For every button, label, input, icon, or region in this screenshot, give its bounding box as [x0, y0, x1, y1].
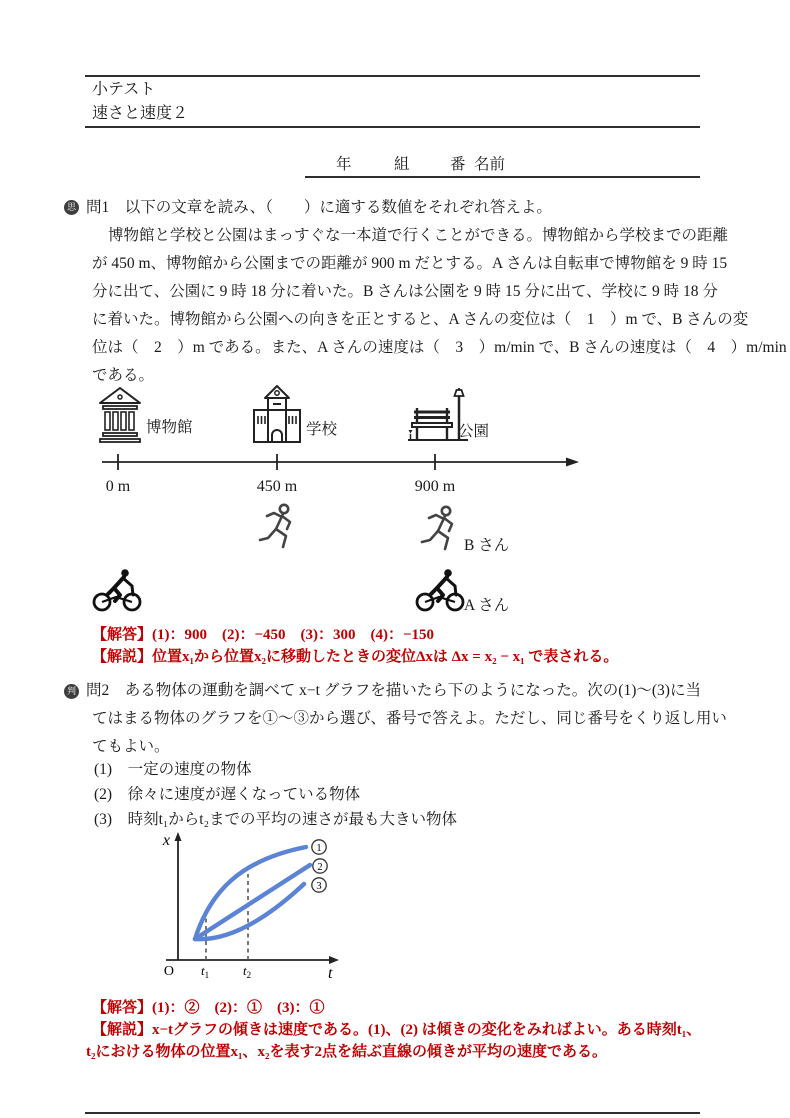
- q2-answer-text: 【解答】(1)：② (2)：① (3)：①: [92, 1000, 325, 1016]
- header-rule-top: [85, 75, 700, 77]
- class-label: 組: [394, 156, 410, 173]
- q1-competency-badge-icon: 思: [64, 200, 79, 215]
- year-label: 年: [336, 156, 352, 173]
- q1-answer-text: 【解答】(1)：900 (2)：−450 (3)：300 (4)：−150: [92, 627, 435, 643]
- number-label: 番: [450, 156, 466, 173]
- name-label: 名前: [474, 156, 506, 173]
- q1-body-line: 博物館と学校と公園はまっすぐな一本道で行くことができる。博物館から学校までの距離: [108, 227, 729, 244]
- svg-text:1: 1: [316, 842, 322, 854]
- graph-t1-label: $t_1$: [201, 963, 210, 980]
- footer-rule: [85, 1112, 700, 1114]
- q1-body-line: 分に出て、公園に 9 時 18 分に着いた。B さんは公園を 9 時 15 分に出て、学校に 9 時 18 分: [92, 283, 718, 300]
- person-b-label: B さん: [464, 537, 510, 554]
- cyclist-icon: [92, 568, 142, 612]
- q2-heading-line: 問2 ある物体の運動を調べて x−t グラフを描いたら下のようになった。次の(1)〜(3)に当: [86, 682, 701, 699]
- q1-body-line: である。: [92, 367, 155, 384]
- q2-item: (2) 徐々に速度が遅くなっている物体: [94, 786, 361, 803]
- distance-label-450m: 450 m: [256, 478, 298, 495]
- svg-text:3: 3: [316, 880, 322, 892]
- school-label: 学校: [306, 421, 338, 438]
- q2-item: (3) 時刻t₁からt₂までの平均の速さが最も大きい物体: [94, 811, 457, 828]
- q1-heading: 問1 以下の文章を読み、（ ）に適する数値をそれぞれ答えよ。: [86, 199, 552, 216]
- graph-t2-label: $t_2$: [243, 963, 252, 980]
- q2-competency-badge-icon: 判: [64, 684, 79, 699]
- runner-icon: [420, 505, 460, 553]
- runner-icon: [258, 503, 298, 551]
- graph-origin-label: O: [163, 964, 174, 979]
- q2-item: (1) 一定の速度の物体: [94, 761, 252, 778]
- graph-t-axis-label: t: [328, 965, 333, 982]
- q1-body-line: に着いた。博物館から公園への向きを正とすると、A さんの変位は（ 1 ）m で、B さんの変: [92, 311, 749, 328]
- curve-1-badge-icon: [312, 840, 326, 854]
- cyclist-icon: [415, 568, 465, 612]
- school-icon: [252, 384, 302, 444]
- test-topic-title: 速さと速度２: [92, 105, 189, 122]
- q1-body-line: が 450 m、博物館から公園までの距離が 900 m だとする。A さんは自転車で博物館を 9 時 15: [92, 255, 728, 272]
- header-rule-bottom: [85, 126, 700, 128]
- curve-2-badge-icon: [313, 859, 327, 873]
- q2-heading-line: てもよい。: [92, 738, 170, 755]
- curve-3-badge-icon: [312, 878, 326, 892]
- museum-label: 博物館: [146, 419, 193, 436]
- xt-graph: [138, 828, 373, 990]
- number-line-axis: [100, 450, 582, 474]
- q2-heading-line: てはまる物体のグラフを①〜③から選び、番号で答えよ。ただし、同じ番号をくり返し用い: [92, 710, 727, 727]
- distance-label-0m: 0 m: [105, 478, 131, 495]
- q2-explanation-line: t₂における物体の位置x₁、x₂を表す2点を結ぶ直線の傾きが平均の速度である。: [86, 1044, 607, 1060]
- name-field-line: [305, 176, 700, 178]
- svg-text:2: 2: [317, 861, 323, 873]
- test-type-title: 小テスト: [92, 81, 156, 98]
- distance-label-900m: 900 m: [414, 478, 456, 495]
- park-label: 公園: [458, 423, 490, 440]
- museum-icon: [98, 386, 142, 444]
- graph-x-axis-label: x: [162, 832, 170, 849]
- q1-body-line: 位は（ 2 ）m である。また、A さんの速度は（ 3 ）m/min で、B さんの速度は（ 4 ）m/min: [92, 339, 787, 356]
- q1-explanation-text: 【解説】位置x₁から位置x₂に移動したときの変位Δxは Δx = x₂ − x₁ で表される。: [92, 649, 619, 665]
- person-a-label: A さん: [464, 597, 510, 614]
- q2-explanation-line: 【解説】x−tグラフの傾きは速度である。(1)、(2) は傾きの変化をみればよい。ある時刻t₁、: [92, 1022, 702, 1038]
